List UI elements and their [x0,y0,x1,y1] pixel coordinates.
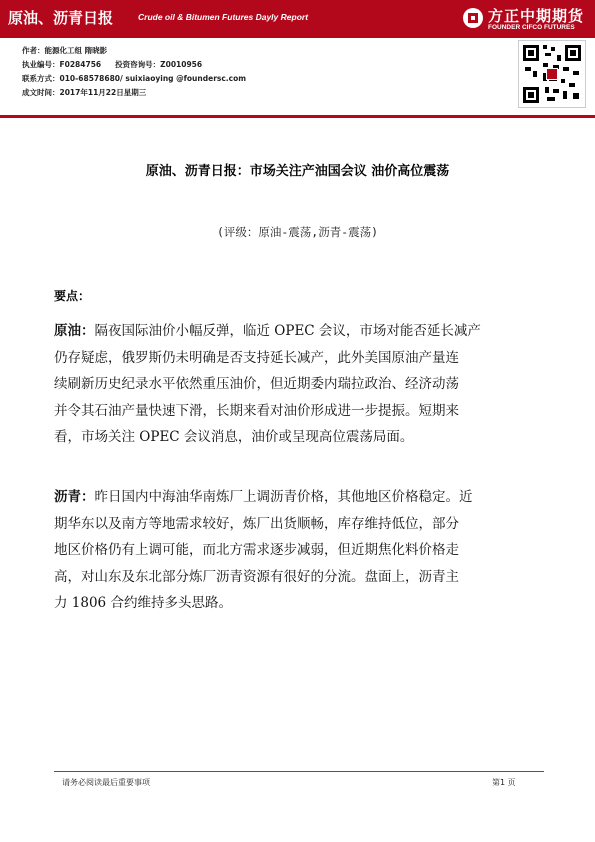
qr-code-icon [519,41,585,107]
bitumen-line-1 [54,484,554,511]
bitumen-line-3: 地区价格仍有上调可能，而北方需求逐步减弱，但近期焦化料价格走 [54,542,459,558]
rating-line: (评级：原油-震荡,沥青-震荡) [216,225,379,239]
keypoints-heading: 要点： [54,289,91,303]
license-value: F0284756 [59,60,102,69]
date-value: 2017年11月22日星期三 [59,88,147,97]
crude-lead: 原油： [54,323,95,339]
crude-oil-paragraph [54,318,554,451]
author-line [22,45,107,56]
contact-label: 联系方式： [22,74,60,83]
author-label: 作者： [22,46,45,55]
contact-value[interactable]: 010-68578680/ suixiaoying @foundersc.com [59,74,247,83]
crude-line-1 [54,318,554,345]
footer-notice: 请务必阅读最后重要事项 [62,778,150,787]
crude-line-2: 仍存疑虑，俄罗斯仍未明确是否支持延长减产，此外美国原油产量连 [54,349,459,366]
bitumen-line-5: 力 1806 合约维持多头思路。 [54,595,232,611]
report-subtitle: Crude oil & Bitumen Futures Dayly Report [138,12,309,22]
bitumen-paragraph [54,484,554,617]
advisor-value: Z0010956 [160,60,203,69]
bitumen-lead: 沥青： [54,489,95,505]
founder-logo-icon [462,7,484,29]
crude-text-1: 隔夜国际油价小幅反弹，临近 OPEC 会议，市场对能否延长减产 [94,323,481,339]
license-label: 执业编号： [22,60,60,69]
bitumen-line-4: 高，对山东及东北部分炼厂沥青资源有很好的分流。盘面上，沥青主 [54,568,459,585]
license-line [22,59,202,70]
logo-text-en: FOUNDER CIFCO FUTURES [488,24,575,31]
qr-code-image [518,40,586,108]
bitumen-text-1: 昨日国内中海油华南炼厂上调沥青价格，其他地区价格稳定。近 [94,489,473,505]
header-divider [0,115,595,118]
bitumen-line-2: 期华东以及南方等地需求较好，炼厂出货顺畅，库存维持低位，部分 [54,515,459,532]
document-title: 原油、沥青日报：市场关注产油国会议 油价高位震荡 [145,164,450,179]
crude-line-3: 续刷新历史纪录水平依然重压油价，但近期委内瑞拉政治、经济动荡 [54,376,459,392]
advisor-label: 投资咨询号： [115,60,161,69]
date-label: 成文时间： [22,88,60,97]
crude-line-4: 并令其石油产量快速下滑，长期来看对油价形成进一步提振。短期来 [54,402,459,419]
date-line [22,87,146,98]
footer-divider [54,771,544,772]
founder-logo [462,5,590,35]
crude-line-5: 看，市场关注 OPEC 会议消息，油价或呈现高位震荡局面。 [54,429,414,445]
report-title: 原油、沥青日报 [8,9,114,27]
contact-line [22,73,246,84]
logo-text-cn: 方正中期期货 [488,7,585,25]
page-number: 第1 页 [492,778,516,787]
author-value: 能源化工组 隋晓影 [44,46,108,55]
